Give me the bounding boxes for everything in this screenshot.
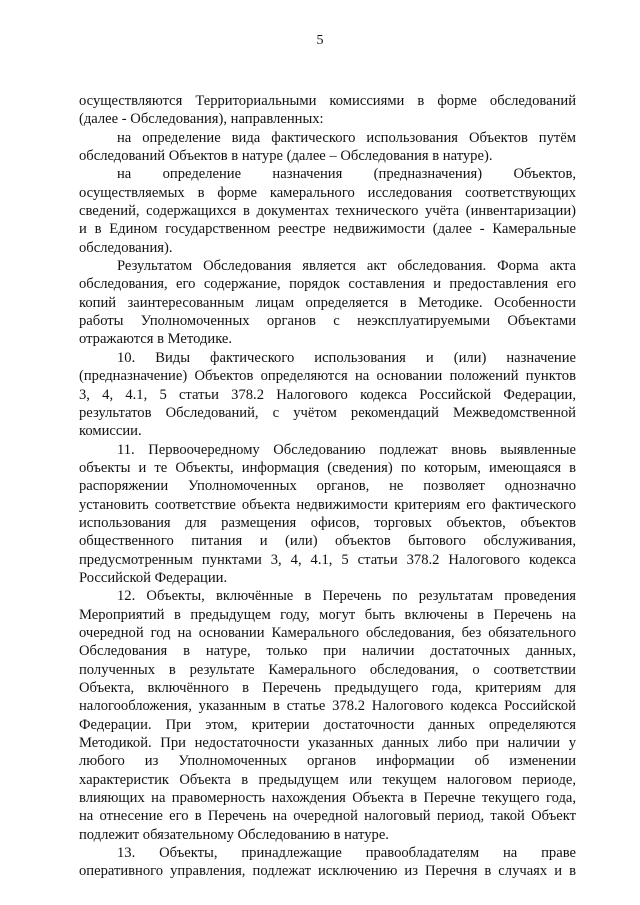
- text-line: оперативного управления, подлежат исключению из Перечня в случаях и в: [79, 863, 576, 880]
- text-line: (предназначение) Объектов определяются на основании положений пунктов: [79, 368, 576, 385]
- text-line: характеристик Объекта в предыдущем или текущем налоговом периоде,: [79, 771, 576, 788]
- text-line: установить соответствие объекта недвижимости критериям его фактического: [79, 496, 576, 513]
- text-line: осуществляются Территориальными комиссиями в форме обследований: [79, 93, 576, 109]
- text-line: сведений, содержащихся в документах технического учёта (инвентаризации): [79, 203, 576, 220]
- text-line: Методикой. При недостаточности указанных данных либо при наличии у: [79, 735, 576, 752]
- text-line: очередной год на основании Камерального обследования, без обязательного: [79, 624, 576, 641]
- text-line: работы Уполномоченных органов с неэксплуатируемыми Объектами: [79, 313, 576, 330]
- text-line: Результатом Обследования является акт обследования. Форма акта: [117, 258, 576, 275]
- text-line: подлежит обязательному Обследованию в натуре.: [79, 826, 389, 843]
- text-line: Мероприятий в предыдущем году, могут быть включены в Перечень на: [79, 606, 576, 623]
- text-line: осуществляемых в форме камерального исследования соответствующих: [79, 184, 576, 201]
- text-line: 13. Объекты, принадлежащие правообладателям на праве: [117, 845, 576, 862]
- text-line: использования для размещения офисов, торговых объектов, объектов: [79, 514, 576, 531]
- text-line: на определение вида фактического использования Объектов путём: [117, 129, 576, 146]
- text-line: Объекта, включённого в Перечень предыдущего года, критериям для: [79, 680, 576, 696]
- text-line: предусмотренным пунктами 3, 4, 4.1, 5 статьи 378.2 Налогового кодекса: [79, 551, 576, 568]
- text-line: обследования, его содержание, порядок составления и предоставления его: [79, 276, 576, 293]
- text-line: отражаются в Методике.: [79, 331, 233, 348]
- text-line: объекты и те Объекты, информация (сведения) по которым, имеющаяся в: [79, 459, 576, 476]
- page-number: 5: [316, 33, 324, 48]
- text-line: на определение назначения (предназначения) Объектов,: [117, 166, 576, 183]
- text-line: распоряжении Уполномоченных органов, не позволяет однозначно: [79, 478, 576, 495]
- text-line: на отнесение его в Перечень на очередной налоговый период, такой Объект: [79, 808, 576, 825]
- text-line: 10. Виды фактического использования и (или) назначение: [117, 349, 576, 366]
- text-line: Российской Федерации.: [79, 569, 228, 586]
- text-line: любого из Уполномоченных органов информации об изменении: [79, 753, 576, 770]
- text-line: обследований Объектов в натуре (далее – Обследования в натуре).: [79, 148, 493, 165]
- document-body: [79, 92, 576, 881]
- text-line: влияющих на правомерность нахождения Объекта в Перечне текущего года,: [79, 790, 576, 807]
- text-line: (далее - Обследования), направленных:: [79, 111, 324, 128]
- text-line: Обследования в натуре, только при наличии достаточных данных,: [79, 643, 576, 660]
- text-line: 12. Объекты, включённые в Перечень по результатам проведения: [117, 588, 576, 605]
- text-line: полученных в результате Камерального обследования, о соответствии: [79, 661, 576, 678]
- text-line: 3, 4, 4.1, 5 статьи 378.2 Налогового кодекса Российской Федерации,: [79, 386, 576, 403]
- text-line: комиссии.: [79, 423, 142, 440]
- text-line: и в Едином государственном реестре недвижимости (далее - Камеральные: [79, 221, 576, 238]
- text-line: обследования).: [79, 239, 173, 256]
- text-line: налогообложения, указанным в статье 378.2 Налогового кодекса Российской: [79, 698, 576, 715]
- text-line: 11. Первоочередному Обследованию подлежат вновь выявленные: [117, 441, 576, 458]
- text-line: общественного питания и (или) объектов бытового обслуживания,: [79, 533, 576, 550]
- text-line: результатов Обследований, с учётом рекомендаций Межведомственной: [79, 404, 576, 421]
- text-line: копий заинтересованным лицам определяется в Методике. Особенности: [79, 294, 576, 311]
- text-line: Федерации. При этом, критерии достаточности данных определяются: [79, 716, 576, 733]
